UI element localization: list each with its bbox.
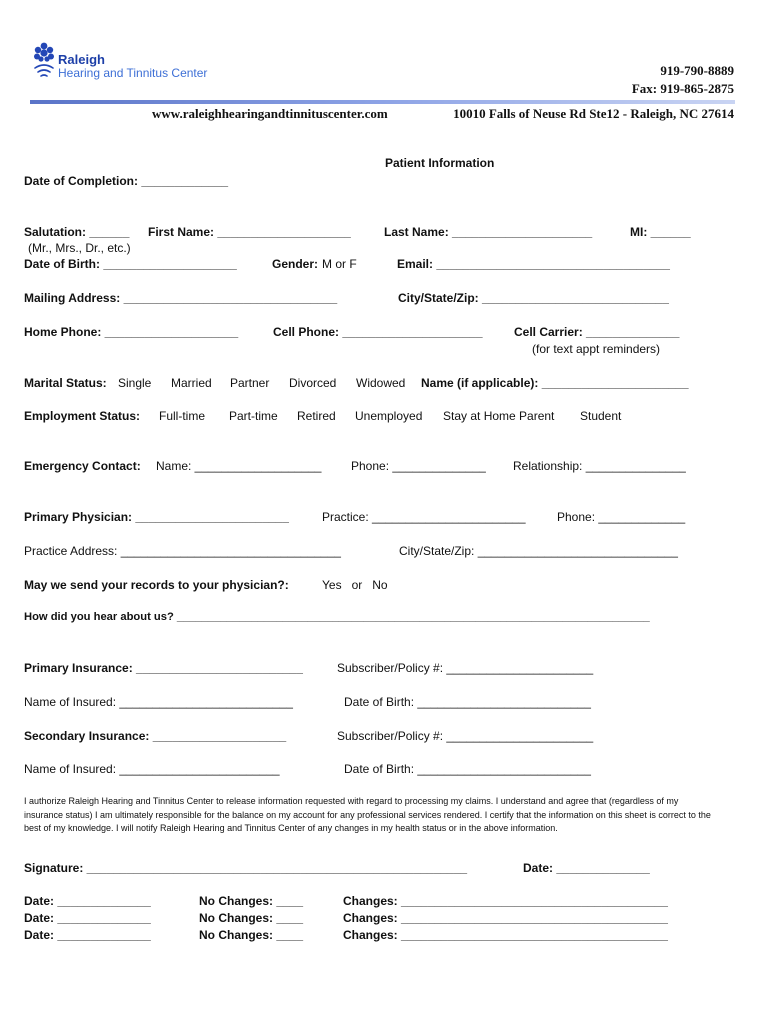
email-field[interactable]: Email: ___________________________________ — [397, 257, 670, 271]
header-website[interactable]: www.raleighhearingandtinnituscenter.com — [152, 106, 388, 121]
gender-label: Gender: — [272, 257, 319, 271]
salutation-hint: (Mr., Mrs., Dr., etc.) — [28, 241, 131, 255]
primary-physician-field[interactable]: Primary Physician: _______________________ — [24, 510, 289, 524]
marital-option-divorced[interactable]: Divorced — [289, 376, 337, 390]
emergency-relationship-field[interactable]: Relationship: _______________ — [513, 459, 686, 473]
header-address: 10010 Falls of Neuse Rd Ste12 - Raleigh, NC 27614 — [453, 106, 734, 121]
last-name-field[interactable]: Last Name: _____________________ — [384, 225, 593, 239]
employment-option-retired[interactable]: Retired — [297, 409, 336, 423]
review-date-field[interactable]: Date: ______________ — [24, 911, 151, 925]
review-no-changes-field[interactable]: No Changes: ____ — [199, 894, 304, 908]
carrier-hint: (for text appt reminders) — [532, 342, 661, 356]
completion-date-field[interactable]: Date of Completion: _____________ — [24, 174, 229, 188]
secondary-insurance-field[interactable]: Secondary Insurance: ____________________ — [24, 729, 287, 743]
mi-field[interactable]: MI: ______ — [630, 225, 691, 239]
mailing-address-field[interactable]: Mailing Address: ________________________________ — [24, 291, 338, 305]
primary-insured-dob-field[interactable]: Date of Birth: __________________________ — [344, 695, 591, 709]
practice-address-field[interactable]: Practice Address: _________________________________ — [24, 544, 341, 558]
marital-option-partner[interactable]: Partner — [230, 376, 270, 390]
logo-subtitle: Hearing and Tinnitus Center — [58, 66, 208, 80]
primary-subscriber-field[interactable]: Subscriber/Policy #: ______________________ — [337, 661, 594, 675]
marital-status-label: Marital Status: — [24, 376, 107, 390]
cell-phone-field[interactable]: Cell Phone: _____________________ — [273, 325, 483, 339]
emergency-phone-field[interactable]: Phone: ______________ — [351, 459, 486, 473]
review-changes-field[interactable]: Changes: ________________________________________ — [343, 894, 668, 908]
gender-options[interactable]: M or F — [322, 257, 357, 271]
practice-field[interactable]: Practice: _______________________ — [322, 510, 526, 524]
authorization-statement: I authorize Raleigh Hearing and Tinnitus Center to release information requested with regard to processing my claims. I understand and agree that (regardless of my insurance status) I am ultimately responsible for the balance on my account for any professional services rendered. I certify that the information on this sheet is correct to the best of my knowledge. I will notify Raleigh Hearing and Tinnitus Center of any changes in my health status or in the above information. — [24, 796, 711, 833]
review-no-changes-field[interactable]: No Changes: ____ — [199, 928, 304, 942]
review-changes-field[interactable]: Changes: ________________________________________ — [343, 911, 668, 925]
form-title: Patient Information — [385, 156, 495, 170]
practice-city-state-zip-field[interactable]: City/State/Zip: ______________________________ — [399, 544, 678, 558]
marital-option-married[interactable]: Married — [171, 376, 212, 390]
employment-status-label: Employment Status: — [24, 409, 141, 423]
employment-option-unemployed[interactable]: Unemployed — [355, 409, 423, 423]
home-phone-field[interactable]: Home Phone: ____________________ — [24, 325, 239, 339]
signature-date-field[interactable]: Date: ______________ — [523, 861, 650, 875]
first-name-field[interactable]: First Name: ____________________ — [148, 225, 351, 239]
review-date-field[interactable]: Date: ______________ — [24, 894, 151, 908]
employment-option-stay-home[interactable]: Stay at Home Parent — [443, 409, 555, 423]
partner-name-field[interactable]: Name (if applicable): ______________________ — [421, 376, 689, 390]
logo-name: Raleigh — [58, 52, 105, 67]
review-no-changes-field[interactable]: No Changes: ____ — [199, 911, 304, 925]
referral-source-field[interactable]: How did you hear about us? ____________________________________________________________________________ — [24, 611, 650, 623]
secondary-insured-name-field[interactable]: Name of Insured: ________________________ — [24, 762, 280, 776]
cell-carrier-field[interactable]: Cell Carrier: ______________ — [514, 325, 680, 339]
employment-option-fulltime[interactable]: Full-time — [159, 409, 206, 423]
logo-flower-icon — [32, 42, 56, 80]
review-changes-field[interactable]: Changes: ________________________________________ — [343, 928, 668, 942]
primary-insured-name-field[interactable]: Name of Insured: __________________________ — [24, 695, 293, 709]
header-phone: 919-790-8889 — [660, 63, 734, 78]
physician-phone-field[interactable]: Phone: _____________ — [557, 510, 686, 524]
signature-field[interactable]: Signature: _________________________________________________________ — [24, 861, 468, 875]
dob-field[interactable]: Date of Birth: ____________________ — [24, 257, 237, 271]
header-divider — [30, 100, 735, 104]
marital-option-widowed[interactable]: Widowed — [356, 376, 406, 390]
marital-option-single[interactable]: Single — [118, 376, 152, 390]
employment-option-parttime[interactable]: Part-time — [229, 409, 278, 423]
primary-insurance-field[interactable]: Primary Insurance: _________________________ — [24, 661, 303, 675]
emergency-contact-label: Emergency Contact: — [24, 459, 141, 473]
send-records-options[interactable]: Yes or No — [322, 578, 388, 592]
secondary-insured-dob-field[interactable]: Date of Birth: __________________________ — [344, 762, 591, 776]
emergency-name-field[interactable]: Name: ___________________ — [156, 459, 322, 473]
employment-option-student[interactable]: Student — [580, 409, 622, 423]
secondary-subscriber-field[interactable]: Subscriber/Policy #: ______________________ — [337, 729, 594, 743]
header-fax: Fax: 919-865-2875 — [631, 81, 734, 96]
salutation-field[interactable]: Salutation: ______ — [24, 225, 130, 239]
city-state-zip-field[interactable]: City/State/Zip: ____________________________ — [398, 291, 669, 305]
send-records-question: May we send your records to your physician?: — [24, 578, 289, 592]
review-date-field[interactable]: Date: ______________ — [24, 928, 151, 942]
